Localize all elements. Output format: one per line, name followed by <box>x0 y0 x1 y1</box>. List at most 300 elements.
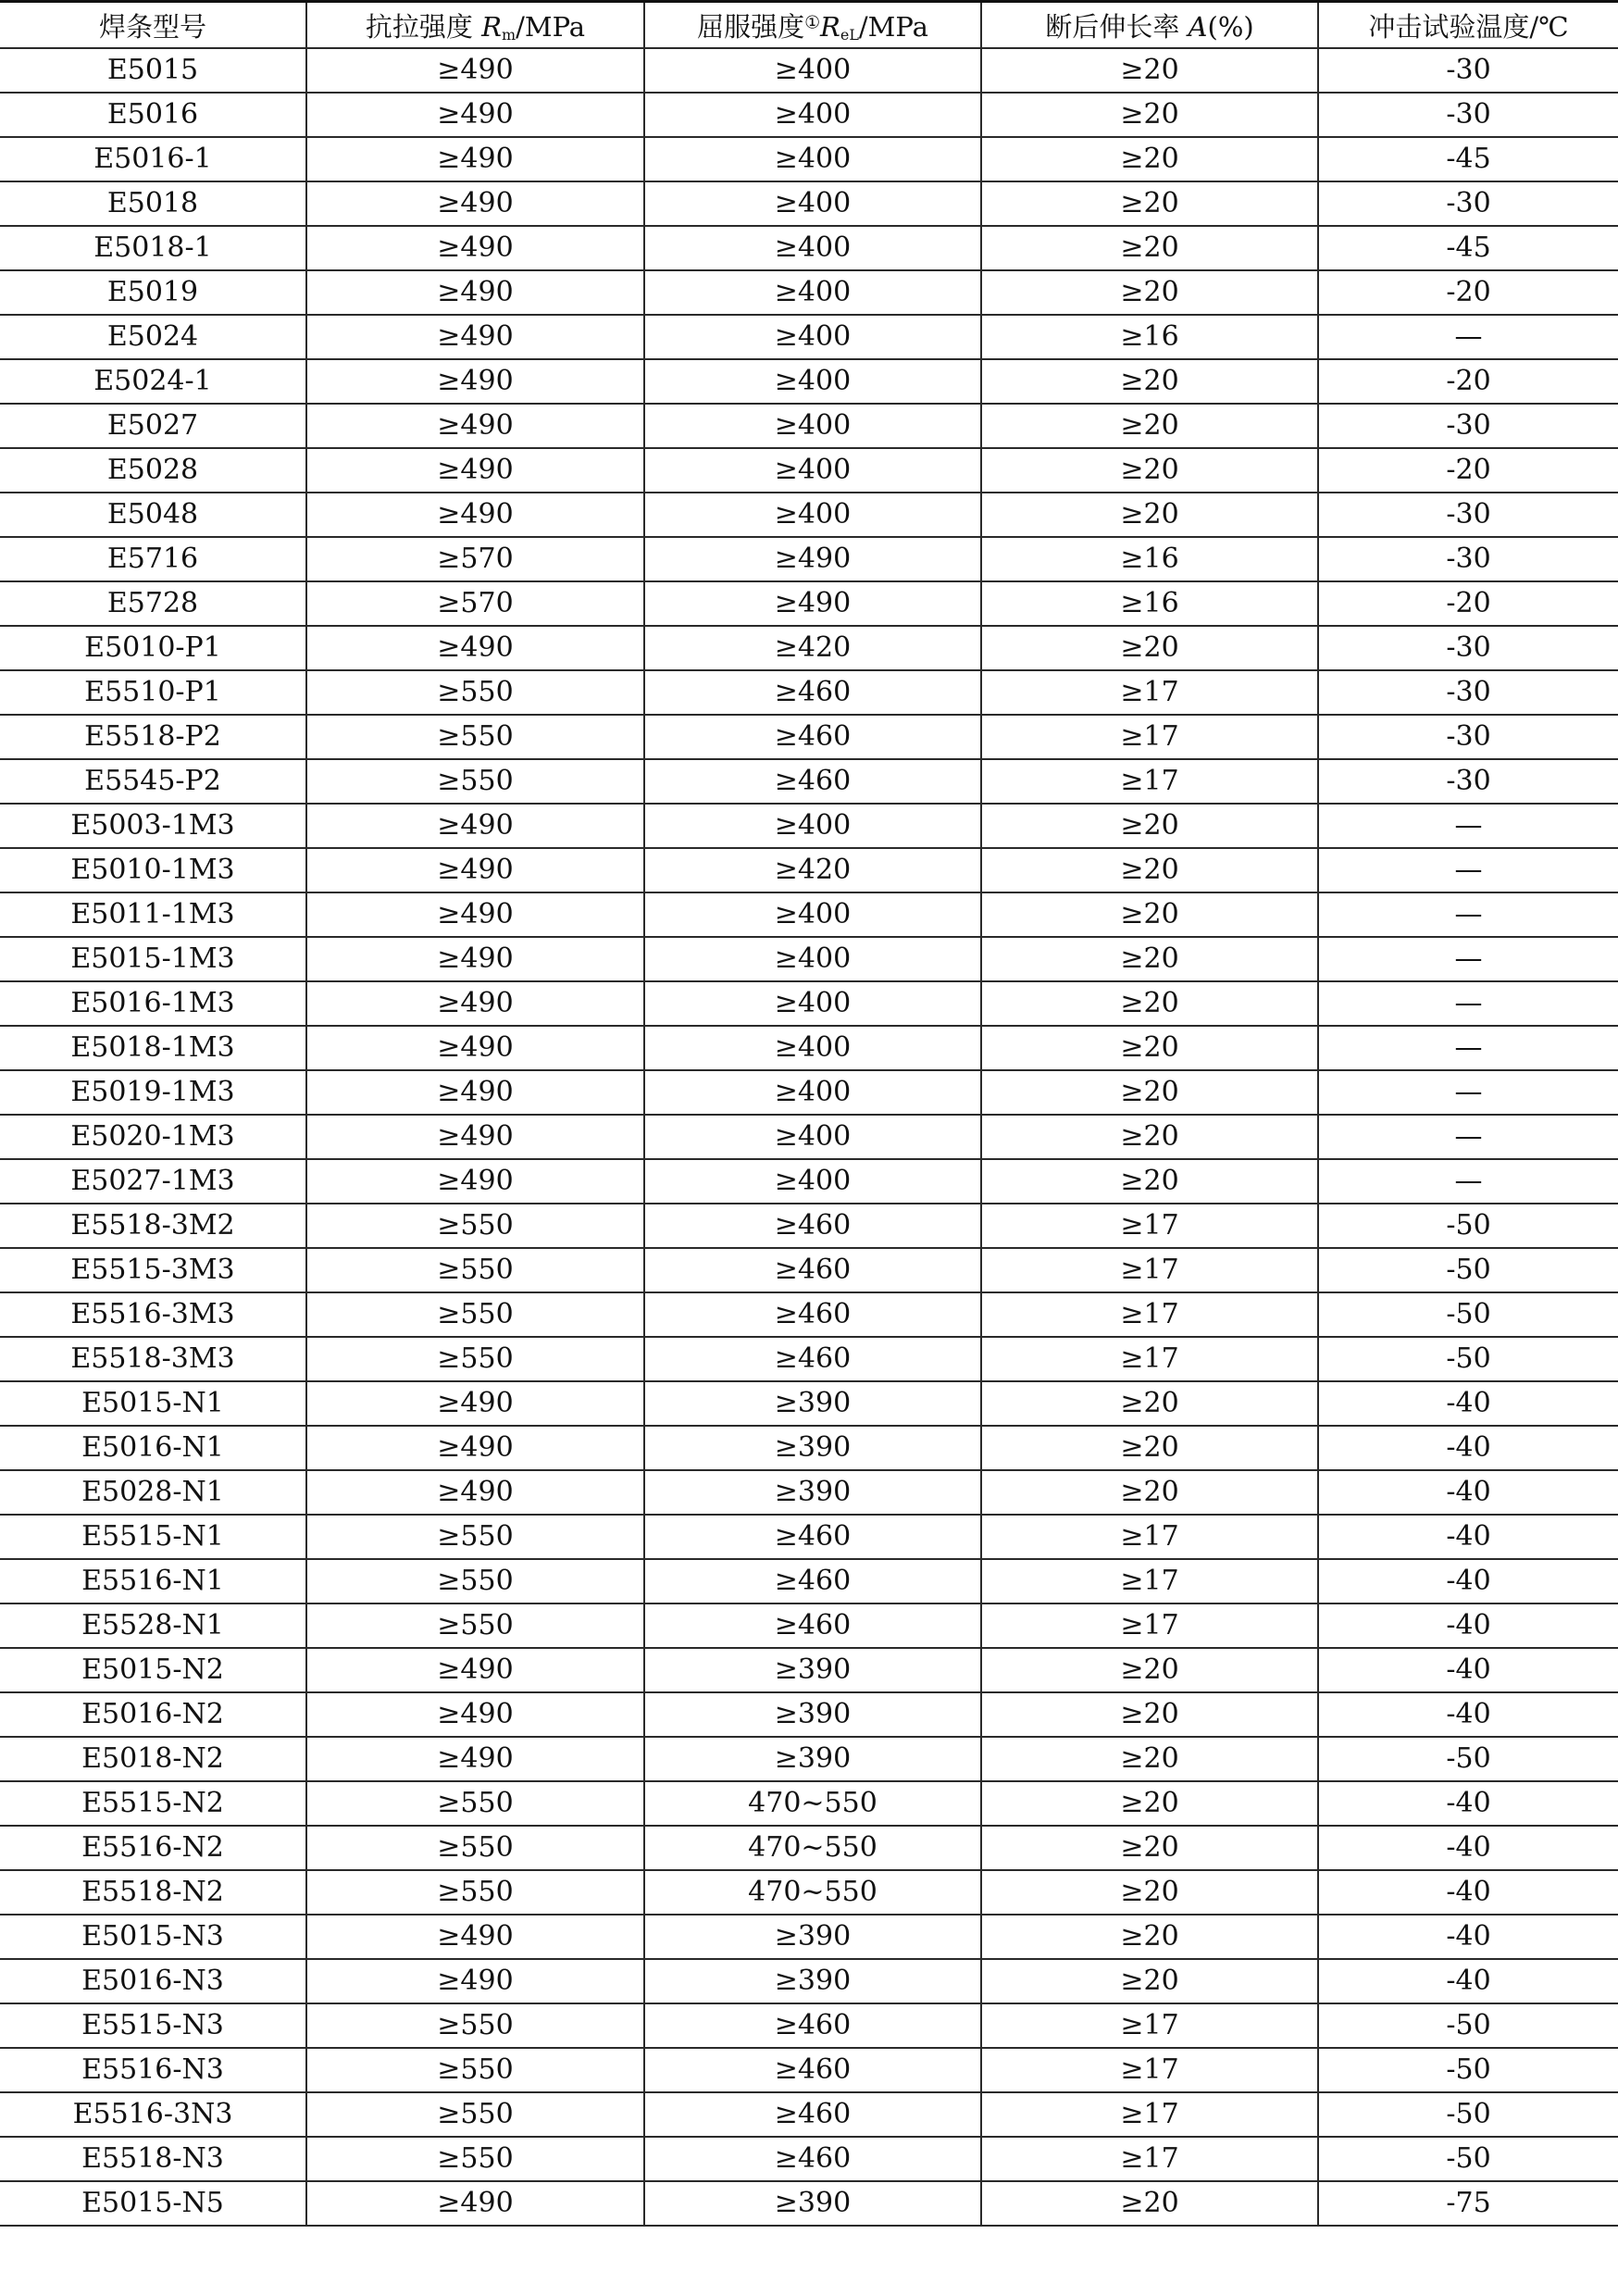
cell-yield-strength: ≥390 <box>644 1692 981 1737</box>
cell-yield-strength: ≥390 <box>644 1648 981 1692</box>
table-row <box>0 1826 1618 1870</box>
cell-yield-strength: ≥490 <box>644 537 981 581</box>
table-row <box>0 1470 1618 1515</box>
cell-model: E5015-N2 <box>0 1648 306 1692</box>
cell-elongation: ≥20 <box>981 137 1318 181</box>
cell-model: E5518-3M2 <box>0 1204 306 1248</box>
cell-yield-strength: ≥400 <box>644 270 981 315</box>
cell-impact-temperature: -30 <box>1318 537 1618 581</box>
cell-model: E5518-P2 <box>0 715 306 759</box>
cell-elongation: ≥20 <box>981 804 1318 848</box>
cell-yield-strength: ≥400 <box>644 93 981 137</box>
cell-model: E5516-N2 <box>0 1826 306 1870</box>
cell-model: E5010-1M3 <box>0 848 306 892</box>
cell-elongation: ≥20 <box>981 1870 1318 1915</box>
cell-impact-temperature: -50 <box>1318 1292 1618 1337</box>
cell-yield-strength: 470~550 <box>644 1826 981 1870</box>
cell-model: E5016-N1 <box>0 1426 306 1470</box>
cell-tensile-strength: ≥490 <box>306 1915 644 1959</box>
cell-elongation: ≥16 <box>981 537 1318 581</box>
cell-model: E5516-3M3 <box>0 1292 306 1337</box>
cell-yield-strength: ≥460 <box>644 1337 981 1381</box>
cell-elongation: ≥17 <box>981 1337 1318 1381</box>
table-row <box>0 1559 1618 1603</box>
table-row <box>0 48 1618 93</box>
cell-impact-temperature: -20 <box>1318 581 1618 626</box>
cell-model: E5018-1 <box>0 226 306 270</box>
table-row <box>0 1381 1618 1426</box>
cell-elongation: ≥17 <box>981 2048 1318 2092</box>
cell-tensile-strength: ≥490 <box>306 315 644 359</box>
table-row <box>0 804 1618 848</box>
cell-yield-strength: ≥400 <box>644 1026 981 1070</box>
cell-elongation: ≥16 <box>981 581 1318 626</box>
cell-model: E5020-1M3 <box>0 1115 306 1159</box>
cell-yield-strength: ≥390 <box>644 1737 981 1781</box>
cell-model: E5516-3N3 <box>0 2092 306 2137</box>
table-row <box>0 937 1618 981</box>
cell-model: E5048 <box>0 493 306 537</box>
cell-yield-strength: ≥400 <box>644 892 981 937</box>
cell-impact-temperature: -20 <box>1318 359 1618 404</box>
cell-elongation: ≥17 <box>981 1515 1318 1559</box>
cell-tensile-strength: ≥490 <box>306 359 644 404</box>
cell-tensile-strength: ≥490 <box>306 804 644 848</box>
cell-model: E5728 <box>0 581 306 626</box>
cell-model: E5027-1M3 <box>0 1159 306 1204</box>
cell-yield-strength: ≥400 <box>644 1115 981 1159</box>
cell-elongation: ≥20 <box>981 1737 1318 1781</box>
cell-tensile-strength: ≥550 <box>306 2048 644 2092</box>
table-row <box>0 2003 1618 2048</box>
table-row <box>0 759 1618 804</box>
cell-tensile-strength: ≥490 <box>306 1737 644 1781</box>
cell-elongation: ≥20 <box>981 1648 1318 1692</box>
cell-tensile-strength: ≥490 <box>306 1159 644 1204</box>
table-body <box>0 48 1618 2226</box>
cell-elongation: ≥20 <box>981 1026 1318 1070</box>
cell-tensile-strength: ≥490 <box>306 226 644 270</box>
cell-tensile-strength: ≥550 <box>306 2137 644 2181</box>
header-row <box>0 2 1618 49</box>
table-row <box>0 1915 1618 1959</box>
table-header <box>0 2 1618 49</box>
cell-elongation: ≥17 <box>981 2092 1318 2137</box>
table-row <box>0 581 1618 626</box>
cell-model: E5019 <box>0 270 306 315</box>
cell-elongation: ≥20 <box>981 1781 1318 1826</box>
cell-yield-strength: ≥460 <box>644 759 981 804</box>
cell-impact-temperature: -30 <box>1318 670 1618 715</box>
cell-elongation: ≥20 <box>981 981 1318 1026</box>
table-row <box>0 1781 1618 1826</box>
cell-tensile-strength: ≥550 <box>306 1603 644 1648</box>
cell-yield-strength: ≥400 <box>644 448 981 493</box>
footnote-marker: ① <box>804 13 821 33</box>
cell-yield-strength: ≥390 <box>644 1381 981 1426</box>
header-model: 焊条型号 <box>0 2 306 49</box>
cell-impact-temperature: -50 <box>1318 1204 1618 1248</box>
cell-yield-strength: ≥460 <box>644 1515 981 1559</box>
cell-model: E5516-N3 <box>0 2048 306 2092</box>
cell-model: E5016 <box>0 93 306 137</box>
table-row <box>0 1692 1618 1737</box>
cell-elongation: ≥20 <box>981 270 1318 315</box>
table-row <box>0 1959 1618 2003</box>
cell-impact-temperature: -30 <box>1318 404 1618 448</box>
cell-model: E5015-N3 <box>0 1915 306 1959</box>
cell-model: E5528-N1 <box>0 1603 306 1648</box>
cell-elongation: ≥20 <box>981 359 1318 404</box>
cell-impact-temperature: -50 <box>1318 2048 1618 2092</box>
cell-impact-temperature: -20 <box>1318 448 1618 493</box>
cell-impact-temperature: -50 <box>1318 1737 1618 1781</box>
cell-impact-temperature: — <box>1318 937 1618 981</box>
cell-elongation: ≥20 <box>981 448 1318 493</box>
table-row <box>0 226 1618 270</box>
table-row <box>0 1648 1618 1692</box>
table-row <box>0 2137 1618 2181</box>
table-row <box>0 1426 1618 1470</box>
table-row <box>0 1337 1618 1381</box>
cell-model: E5024 <box>0 315 306 359</box>
cell-yield-strength: ≥390 <box>644 1426 981 1470</box>
cell-yield-strength: ≥400 <box>644 359 981 404</box>
cell-elongation: ≥20 <box>981 848 1318 892</box>
cell-tensile-strength: ≥490 <box>306 181 644 226</box>
cell-impact-temperature: -40 <box>1318 1959 1618 2003</box>
cell-tensile-strength: ≥550 <box>306 1781 644 1826</box>
cell-yield-strength: ≥400 <box>644 181 981 226</box>
cell-tensile-strength: ≥490 <box>306 48 644 93</box>
cell-yield-strength: ≥460 <box>644 1603 981 1648</box>
cell-model: E5515-N1 <box>0 1515 306 1559</box>
cell-yield-strength: ≥400 <box>644 137 981 181</box>
cell-impact-temperature: -30 <box>1318 715 1618 759</box>
cell-elongation: ≥17 <box>981 1603 1318 1648</box>
cell-impact-temperature: — <box>1318 1070 1618 1115</box>
cell-elongation: ≥17 <box>981 2137 1318 2181</box>
cell-impact-temperature: -30 <box>1318 493 1618 537</box>
cell-impact-temperature: -50 <box>1318 1248 1618 1292</box>
cell-yield-strength: ≥400 <box>644 937 981 981</box>
cell-elongation: ≥20 <box>981 1426 1318 1470</box>
cell-model: E5028-N1 <box>0 1470 306 1515</box>
cell-model: E5716 <box>0 537 306 581</box>
cell-tensile-strength: ≥490 <box>306 137 644 181</box>
table-row <box>0 2181 1618 2226</box>
cell-yield-strength: 470~550 <box>644 1870 981 1915</box>
cell-yield-strength: ≥460 <box>644 2137 981 2181</box>
table-row <box>0 1603 1618 1648</box>
cell-tensile-strength: ≥490 <box>306 1470 644 1515</box>
cell-model: E5016-N3 <box>0 1959 306 2003</box>
cell-impact-temperature: — <box>1318 848 1618 892</box>
cell-yield-strength: ≥400 <box>644 404 981 448</box>
cell-impact-temperature: -40 <box>1318 1826 1618 1870</box>
cell-model: E5016-1 <box>0 137 306 181</box>
cell-tensile-strength: ≥490 <box>306 1115 644 1159</box>
cell-tensile-strength: ≥490 <box>306 1381 644 1426</box>
cell-impact-temperature: -45 <box>1318 137 1618 181</box>
cell-tensile-strength: ≥570 <box>306 537 644 581</box>
cell-elongation: ≥20 <box>981 226 1318 270</box>
table-row <box>0 1159 1618 1204</box>
cell-tensile-strength: ≥550 <box>306 1204 644 1248</box>
table-row <box>0 448 1618 493</box>
cell-tensile-strength: ≥550 <box>306 1870 644 1915</box>
table-row <box>0 270 1618 315</box>
cell-tensile-strength: ≥550 <box>306 1515 644 1559</box>
cell-tensile-strength: ≥490 <box>306 981 644 1026</box>
cell-elongation: ≥17 <box>981 1204 1318 1248</box>
cell-model: E5515-N3 <box>0 2003 306 2048</box>
table-row <box>0 537 1618 581</box>
cell-yield-strength: ≥460 <box>644 670 981 715</box>
cell-impact-temperature: -40 <box>1318 1559 1618 1603</box>
cell-elongation: ≥20 <box>981 626 1318 670</box>
cell-tensile-strength: ≥550 <box>306 1248 644 1292</box>
cell-elongation: ≥20 <box>981 1959 1318 2003</box>
cell-yield-strength: ≥460 <box>644 2003 981 2048</box>
cell-impact-temperature: — <box>1318 1026 1618 1070</box>
cell-model: E5016-N2 <box>0 1692 306 1737</box>
table-row <box>0 1248 1618 1292</box>
table-row <box>0 1870 1618 1915</box>
header-impact-test-temperature: 冲击试验温度/℃ <box>1318 2 1618 49</box>
cell-elongation: ≥17 <box>981 715 1318 759</box>
cell-model: E5516-N1 <box>0 1559 306 1603</box>
cell-model: E5003-1M3 <box>0 804 306 848</box>
cell-tensile-strength: ≥490 <box>306 1648 644 1692</box>
cell-model: E5510-P1 <box>0 670 306 715</box>
cell-model: E5018 <box>0 181 306 226</box>
table-row <box>0 892 1618 937</box>
header-tensile-strength: 抗拉强度 $R_m$/MPa <box>306 2 644 49</box>
cell-impact-temperature: -40 <box>1318 1781 1618 1826</box>
cell-yield-strength: ≥460 <box>644 715 981 759</box>
cell-yield-strength: ≥460 <box>644 1204 981 1248</box>
cell-model: E5011-1M3 <box>0 892 306 937</box>
cell-elongation: ≥20 <box>981 1826 1318 1870</box>
cell-impact-temperature: -40 <box>1318 1426 1618 1470</box>
cell-elongation: ≥20 <box>981 1159 1318 1204</box>
cell-impact-temperature: -30 <box>1318 626 1618 670</box>
cell-tensile-strength: ≥550 <box>306 759 644 804</box>
cell-elongation: ≥17 <box>981 670 1318 715</box>
table-row <box>0 315 1618 359</box>
cell-impact-temperature: -50 <box>1318 2092 1618 2137</box>
cell-impact-temperature: — <box>1318 892 1618 937</box>
table-row <box>0 359 1618 404</box>
cell-yield-strength: ≥420 <box>644 848 981 892</box>
cell-model: E5545-P2 <box>0 759 306 804</box>
cell-tensile-strength: ≥550 <box>306 2003 644 2048</box>
cell-tensile-strength: ≥490 <box>306 2181 644 2226</box>
cell-model: E5019-1M3 <box>0 1070 306 1115</box>
cell-impact-temperature: — <box>1318 315 1618 359</box>
cell-model: E5016-1M3 <box>0 981 306 1026</box>
cell-tensile-strength: ≥490 <box>306 848 644 892</box>
cell-tensile-strength: ≥490 <box>306 626 644 670</box>
table-row <box>0 1115 1618 1159</box>
cell-model: E5018-1M3 <box>0 1026 306 1070</box>
cell-impact-temperature: -30 <box>1318 181 1618 226</box>
cell-model: E5010-P1 <box>0 626 306 670</box>
cell-impact-temperature: -45 <box>1318 226 1618 270</box>
cell-model: E5518-3M3 <box>0 1337 306 1381</box>
cell-elongation: ≥20 <box>981 937 1318 981</box>
table-row <box>0 2048 1618 2092</box>
cell-tensile-strength: ≥550 <box>306 670 644 715</box>
cell-tensile-strength: ≥550 <box>306 1826 644 1870</box>
cell-impact-temperature: — <box>1318 1159 1618 1204</box>
table-row <box>0 1070 1618 1115</box>
cell-model: E5515-N2 <box>0 1781 306 1826</box>
table-row <box>0 93 1618 137</box>
cell-tensile-strength: ≥550 <box>306 2092 644 2137</box>
cell-yield-strength: ≥460 <box>644 1248 981 1292</box>
cell-model: E5024-1 <box>0 359 306 404</box>
cell-model: E5027 <box>0 404 306 448</box>
cell-tensile-strength: ≥550 <box>306 1292 644 1337</box>
cell-yield-strength: ≥390 <box>644 1959 981 2003</box>
cell-impact-temperature: -40 <box>1318 1870 1618 1915</box>
table-row <box>0 670 1618 715</box>
cell-tensile-strength: ≥490 <box>306 93 644 137</box>
cell-yield-strength: ≥400 <box>644 1159 981 1204</box>
cell-impact-temperature: -50 <box>1318 2137 1618 2181</box>
cell-impact-temperature: -20 <box>1318 270 1618 315</box>
cell-elongation: ≥16 <box>981 315 1318 359</box>
cell-model: E5028 <box>0 448 306 493</box>
cell-elongation: ≥20 <box>981 1381 1318 1426</box>
table-row <box>0 1026 1618 1070</box>
cell-impact-temperature: -40 <box>1318 1515 1618 1559</box>
cell-model: E5515-3M3 <box>0 1248 306 1292</box>
cell-yield-strength: ≥460 <box>644 2092 981 2137</box>
cell-tensile-strength: ≥490 <box>306 448 644 493</box>
cell-impact-temperature: -40 <box>1318 1603 1618 1648</box>
table-row <box>0 181 1618 226</box>
cell-tensile-strength: ≥490 <box>306 1070 644 1115</box>
cell-impact-temperature: -30 <box>1318 759 1618 804</box>
cell-model: E5015-N5 <box>0 2181 306 2226</box>
cell-yield-strength: ≥400 <box>644 1070 981 1115</box>
table-row <box>0 1204 1618 1248</box>
cell-impact-temperature: -50 <box>1318 1337 1618 1381</box>
cell-impact-temperature: -40 <box>1318 1470 1618 1515</box>
cell-yield-strength: ≥420 <box>644 626 981 670</box>
cell-yield-strength: ≥400 <box>644 226 981 270</box>
cell-elongation: ≥20 <box>981 1915 1318 1959</box>
table-row <box>0 626 1618 670</box>
cell-tensile-strength: ≥490 <box>306 404 644 448</box>
cell-yield-strength: ≥400 <box>644 804 981 848</box>
cell-model: E5518-N3 <box>0 2137 306 2181</box>
cell-impact-temperature: -40 <box>1318 1648 1618 1692</box>
cell-tensile-strength: ≥490 <box>306 937 644 981</box>
cell-tensile-strength: ≥550 <box>306 1337 644 1381</box>
cell-elongation: ≥20 <box>981 93 1318 137</box>
cell-impact-temperature: -75 <box>1318 2181 1618 2226</box>
cell-yield-strength: ≥400 <box>644 493 981 537</box>
cell-yield-strength: ≥490 <box>644 581 981 626</box>
cell-model: E5518-N2 <box>0 1870 306 1915</box>
header-yield-strength: 屈服强度$^①R_{eL}$/MPa <box>644 2 981 49</box>
cell-yield-strength: ≥390 <box>644 1915 981 1959</box>
cell-elongation: ≥20 <box>981 181 1318 226</box>
cell-tensile-strength: ≥490 <box>306 270 644 315</box>
cell-tensile-strength: ≥490 <box>306 892 644 937</box>
cell-impact-temperature: -40 <box>1318 1915 1618 1959</box>
cell-impact-temperature: — <box>1318 804 1618 848</box>
cell-yield-strength: ≥460 <box>644 1559 981 1603</box>
cell-elongation: ≥20 <box>981 404 1318 448</box>
table-row <box>0 404 1618 448</box>
cell-elongation: ≥17 <box>981 1559 1318 1603</box>
cell-elongation: ≥20 <box>981 48 1318 93</box>
cell-impact-temperature: -30 <box>1318 93 1618 137</box>
cell-tensile-strength: ≥490 <box>306 1959 644 2003</box>
table-row <box>0 1737 1618 1781</box>
cell-elongation: ≥17 <box>981 759 1318 804</box>
cell-elongation: ≥20 <box>981 1070 1318 1115</box>
table-row <box>0 1292 1618 1337</box>
table-row <box>0 137 1618 181</box>
cell-tensile-strength: ≥490 <box>306 1026 644 1070</box>
table-row <box>0 1515 1618 1559</box>
cell-yield-strength: ≥400 <box>644 48 981 93</box>
cell-elongation: ≥20 <box>981 493 1318 537</box>
cell-yield-strength: ≥390 <box>644 1470 981 1515</box>
cell-elongation: ≥20 <box>981 1692 1318 1737</box>
cell-tensile-strength: ≥550 <box>306 715 644 759</box>
table-row <box>0 2092 1618 2137</box>
cell-tensile-strength: ≥490 <box>306 1692 644 1737</box>
cell-model: E5015 <box>0 48 306 93</box>
cell-elongation: ≥20 <box>981 892 1318 937</box>
cell-yield-strength: ≥400 <box>644 315 981 359</box>
cell-impact-temperature: -40 <box>1318 1692 1618 1737</box>
cell-tensile-strength: ≥490 <box>306 493 644 537</box>
cell-elongation: ≥17 <box>981 1248 1318 1292</box>
cell-tensile-strength: ≥490 <box>306 1426 644 1470</box>
header-elongation: 断后伸长率 A(%) <box>981 2 1318 49</box>
cell-impact-temperature: -50 <box>1318 2003 1618 2048</box>
cell-elongation: ≥20 <box>981 1470 1318 1515</box>
cell-elongation: ≥17 <box>981 2003 1318 2048</box>
cell-tensile-strength: ≥550 <box>306 1559 644 1603</box>
cell-impact-temperature: -40 <box>1318 1381 1618 1426</box>
cell-yield-strength: ≥390 <box>644 2181 981 2226</box>
cell-model: E5015-N1 <box>0 1381 306 1426</box>
table-row <box>0 848 1618 892</box>
cell-impact-temperature: — <box>1318 981 1618 1026</box>
cell-yield-strength: ≥460 <box>644 1292 981 1337</box>
cell-impact-temperature: -30 <box>1318 48 1618 93</box>
cell-elongation: ≥20 <box>981 1115 1318 1159</box>
cell-yield-strength: ≥400 <box>644 981 981 1026</box>
cell-elongation: ≥20 <box>981 2181 1318 2226</box>
cell-elongation: ≥17 <box>981 1292 1318 1337</box>
cell-yield-strength: 470~550 <box>644 1781 981 1826</box>
table-row <box>0 493 1618 537</box>
cell-yield-strength: ≥460 <box>644 2048 981 2092</box>
table-row <box>0 981 1618 1026</box>
cell-impact-temperature: — <box>1318 1115 1618 1159</box>
cell-model: E5018-N2 <box>0 1737 306 1781</box>
